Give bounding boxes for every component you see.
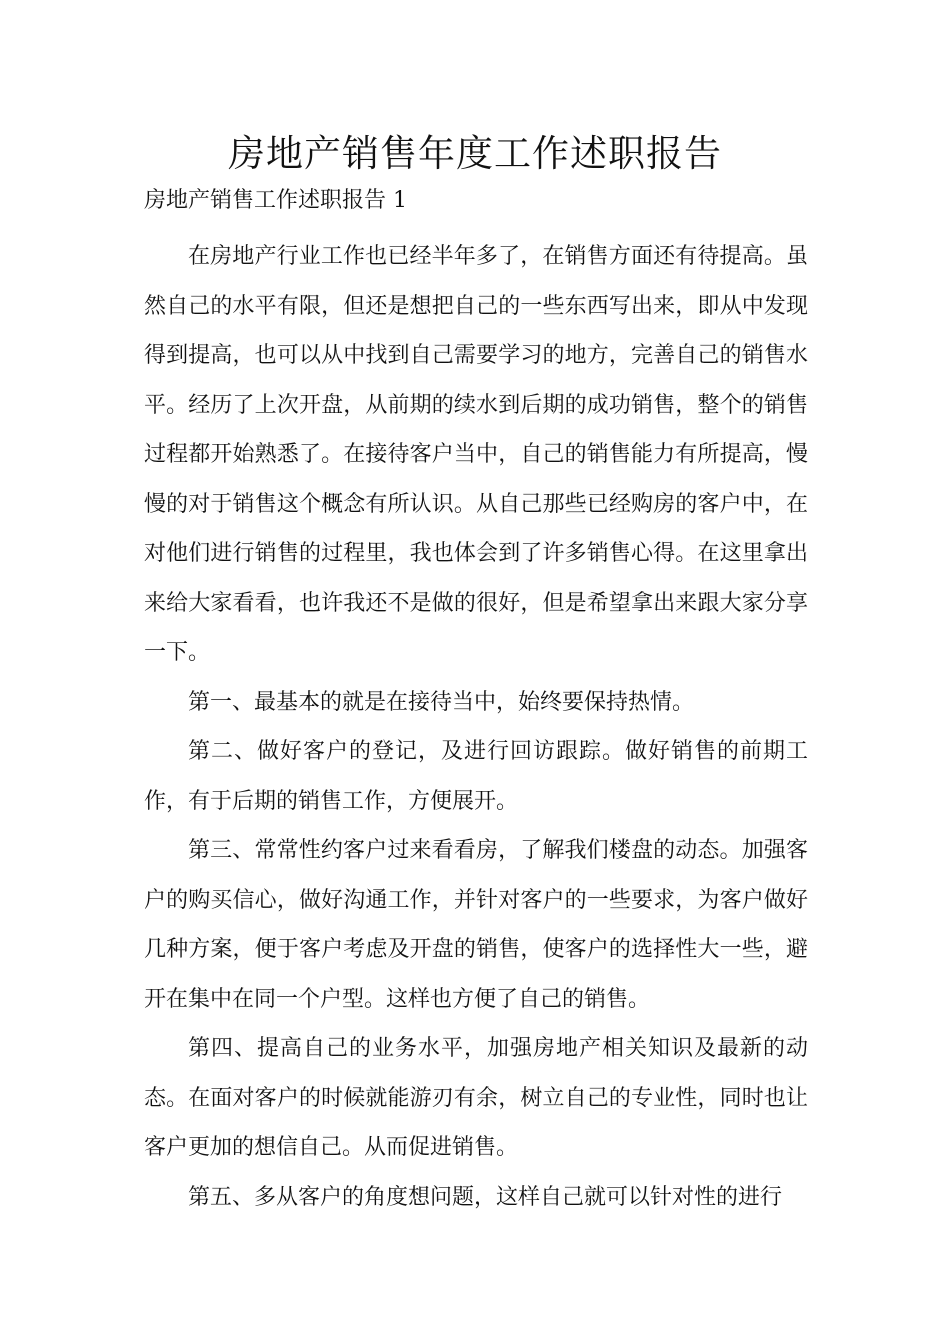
paragraph-point-5: 第五、多从客户的角度想问题，这样自己就可以针对性的进行 — [188, 1184, 783, 1210]
paragraph-point-4: 第四、提高自己的业务水平，加强房地产相关知识及最新的动态。在面对客户的时候就能游刃有余，树立自己的专业性，同时也让客户更加的想信自己。从而促进销售。 — [144, 1036, 808, 1160]
paragraph-point-3: 第三、常常性约客户过来看看房，了解我们楼盘的动态。加强客户的购买信心，做好沟通工作，并针对客户的一些要求，为客户做好几种方案，便于客户考虑及开盘的销售，使客户的选择性大一些，避开在集中在同一个户型。这样也方便了自己的销售。 — [144, 838, 808, 1012]
paragraph-point-2: 第二、做好客户的登记，及进行回访跟踪。做好销售的前期工作，有于后期的销售工作，方便展开。 — [144, 739, 808, 814]
document-title: 房地产销售年度工作述职报告 — [228, 132, 722, 175]
document-subtitle: 房地产销售工作述职报告 1 — [144, 188, 407, 213]
document-body — [144, 232, 808, 1222]
paragraph-intro: 在房地产行业工作也已经半年多了，在销售方面还有待提高。虽然自己的水平有限，但还是想把自己的一些东西写出来，即从中发现得到提高，也可以从中找到自己需要学习的地方，完善自己的销售水平。经历了上次开盘，从前期的续水到后期的成功销售，整个的销售过程都开始熟悉了。在接待客户当中，自己的销售能力有所提高，慢慢的对于销售这个概念有所认识。从自己那些已经购房的客户中，在对他们进行销售的过程里，我也体会到了许多销售心得。在这里拿出来给大家看看，也许我还不是做的很好，但是希望拿出来跟大家分享一下。 — [144, 244, 808, 665]
paragraph-point-1: 第一、最基本的就是在接待当中，始终要保持热情。 — [188, 689, 695, 715]
